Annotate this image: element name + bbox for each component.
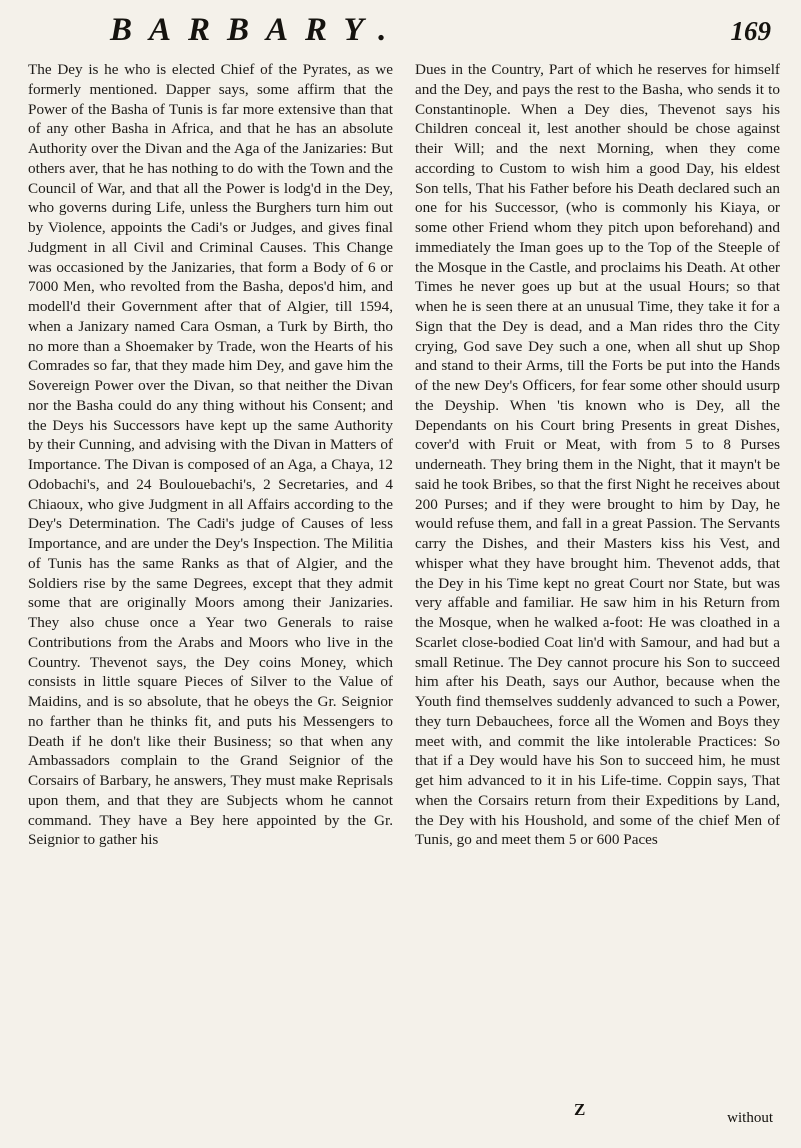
running-title: BARBARY. [110,12,404,48]
left-column-text: The Dey is he who is elected Chief of the Pyrates, as we formerly mentioned. Dapper says, some affirm that the Power of the Basha of Tunis is far more extensive than that of any other Basha in Africa, and that he has an absolute Authority over the Divan and the Aga of the Janizaries: But others aver, that he has nothing to do with the Town and the Council of War, and that all the Power is lodg'd in the Dey, who governs during Life, unless the Burghers turn him out by Violence, appoints the Cadi's or Judges, and gives final Judgment in all Civil and Criminal Causes. This Change was occasioned by the Janizaries, that form a Body of 6 or 7000 Men, who revolted from the Basha, depos'd him, and modell'd their Government after that of Algier, till 1594, when a Janizary named Cara Osman, a Turk by Birth, tho no more than a Shoemaker by Trade, won the Hearts of his Comrades so far, that they made him Dey, and gave him the Sovereign Power over the Divan, so that neither the Divan nor the Basha could do any thing without his Consent; and the Deys his Successors have kept up the same Authority by their Cunning, and advising with the Divan in Matters of Importance. The Divan is composed of an Aga, a Chaya, 12 Odobachi's, and 24 Boulouebachi's, 2 Secretaries, and 4 Chiaoux, who give Judgment in all Affairs according to the Dey's Determination. The Cadi's judge of Causes of less Importance, and are under the Dey's Inspection. The Militia of Tunis has the same Ranks as that of Algier, and the Soldiers rise by the same Degrees, except that they admit some that are originally Moors among their Janizaries. They also chuse once a Year two Generals to raise Contributions from the Arabs and Moors who live in the Country. Thevenot says, the Dey coins Money, which consists in little square Pieces of Silver to the Value of Maidins, and is so absolute, that he obeys the Gr. Seignior no farther than he thinks fit, and puts his Messengers to Death if he don't like their Business; so that when any Ambassadors complain to the Grand Seignior of the Corsairs of Barbary, he answers, They must make Reprisals upon them, and that they are Subjects whom he cannot command. They have a Bey here appointed by the Gr. Seignior to gather his [28,61,393,849]
catchword: without [727,1110,773,1126]
signature-mark: Z [574,1100,586,1119]
text-columns [28,60,780,1100]
left-column [28,60,393,1100]
page-header [0,10,801,54]
right-column [415,60,780,1100]
right-column-text: Dues in the Country, Part of which he reserves for himself and the Dey, and pays the rest to the Basha, who sends it to Constantinople. When a Dey dies, Thevenot says his Children conceal it, lest another should be chose against their Will; and the next Morning, when they come according to Custom to wish him a good Day, his eldest Son tells, That his Father before his Death declared such an one for his Successor, (who is commonly his Kiaya, or some other Friend whom they pitch upon beforehand) and immediately the Iman goes up to the Top of the Steeple of the Mosque in the Castle, and proclaims his Death. At other Times he never goes up but at the usual Hours; so that when he is seen there at an unusual Time, they take it for a Sign that the Dey is dead, and a Man rides thro the City crying, God save Dey such a one, when all shut up Shop and stand to their Arms, till the Forts be put into the Hands of the new Dey's Officers, for fear some other should usurp the Deyship. When 'tis known who is Dey, all the Dependants on his Court bring Presents in great Dishes, cover'd with Fruit or Meat, with from 5 to 8 Purses underneath. They bring them in the Night, that it mayn't be said he took Bribes, so that the first Night he receives about 200 Purses; and if they were brought to him by Day, he would refuse them, and fall in a great Passion. The Servants carry the Dishes, and their Masters kiss his Vest, and whisper what they have brought him. Thevenot adds, that the Dey in his Time kept no great Court nor State, but was very affable and familiar. He saw him in his Return from the Mosque, when he walked a-foot: He was cloathed in a Scarlet close-bodied Coat lin'd with Samour, and had but a small Retinue. The Dey cannot procure his Son to succeed him after his Death, says our Author, because when the Youth find themselves suddenly advanced to such a Power, they turn Debauchees, force all the Women and Boys they meet with, and commit the like intolerable Practices: So that if a Dey would have his Son to succeed him, he must get him advanced to it in his Life-time. Coppin says, That when the Corsairs return from their Expeditions by Land, the Dey with his Houshold, and some of the chief Men of Tunis, go and meet them 5 or 600 Paces [415,61,780,849]
page-number: 169 [730,16,771,46]
